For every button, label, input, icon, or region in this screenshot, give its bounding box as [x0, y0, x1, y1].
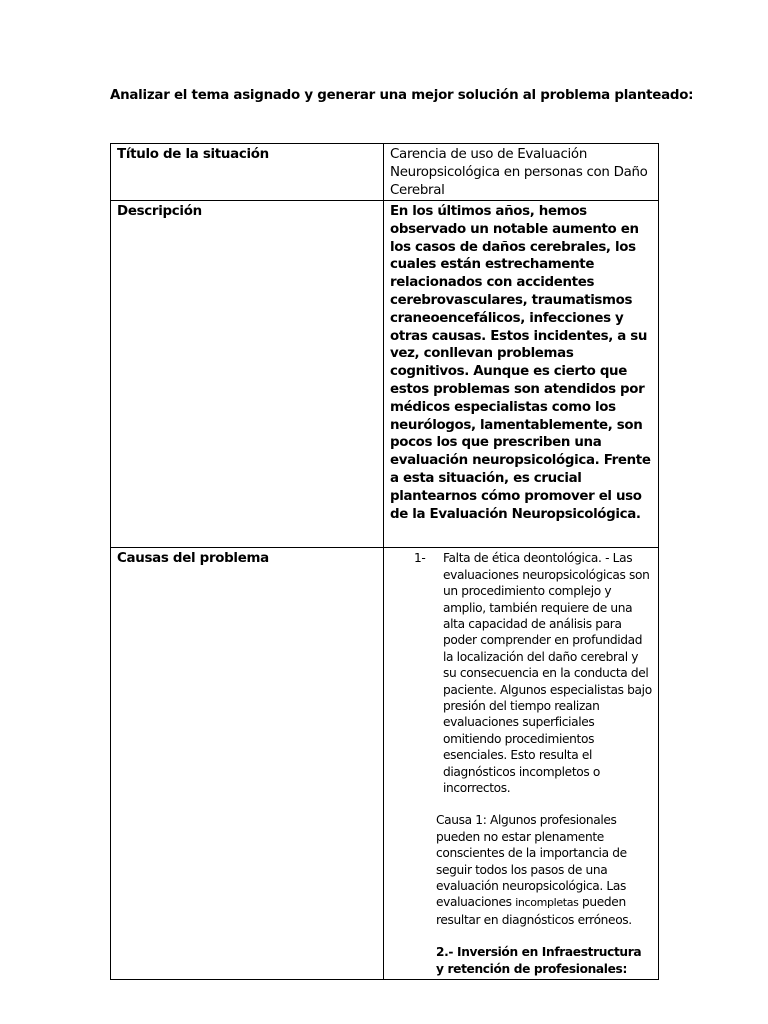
causes-label: Causas del problema: [111, 548, 384, 980]
table-row-description: [111, 201, 659, 548]
description-value: En los últimos años, hemos observado un notable aumento en los casos de daños cerebrales, los cuales están estrechamente relacionados con accidentes cerebrovasculares, traumatismos craneoencefálicos, infecciones y otras causas. Estos incidentes, a su vez, conllevan problemas cognitivos. Aunque es cierto que estos problemas son atendidos por médicos especialistas como los neurólogos, lamentablemente, son pocos los que prescriben una evaluación neuropsicológica. Frente a esta situación, es crucial plantearnos cómo promover el uso de la Evaluación Neuropsicológica.: [384, 201, 659, 548]
description-label: Descripción: [111, 201, 384, 548]
list-number: 1-: [414, 551, 426, 566]
cause-1-small-word: incompletas: [515, 896, 579, 910]
table-row-causes: [111, 548, 659, 980]
cause-1-part-2: pueden resultar en diagnósticos erróneos.: [436, 895, 632, 927]
causes-value: [384, 548, 659, 980]
table-row-title: [111, 144, 659, 201]
cause-list-item-1: [414, 550, 652, 796]
title-label: Título de la situación: [111, 144, 384, 201]
title-value: Carencia de uso de Evaluación Neuropsicológica en personas con Daño Cerebral: [384, 144, 659, 201]
cause-1-paragraph: [436, 812, 652, 928]
assignment-heading: Analizar el tema asignado y generar una mejor solución al problema planteado:: [110, 88, 694, 103]
cause-1-text: Falta de ética deontológica. - Las evaluaciones neuropsicológicas son un procedimiento complejo y amplio, también requiere de una alta capacidad de análisis para poder comprender en profundidad la localización del daño cerebral y su consecuencia en la conducta del paciente. Algunos especialistas bajo presión del tiempo realizan evaluaciones superficiales omitiendo procedimientos esenciales. Esto resulta el diagnósticos incompletos o incorrectos.: [443, 551, 652, 796]
situation-table: [110, 143, 659, 980]
cause-1-part-1: Causa 1: Algunos profesionales pueden no estar plenamente conscientes de la importancia de seguir todos los pasos de una evaluación neuropsicológica. Las evaluaciones: [436, 813, 627, 910]
cause-2-heading: 2.- Inversión en Infraestructura y retención de profesionales:: [436, 945, 642, 976]
